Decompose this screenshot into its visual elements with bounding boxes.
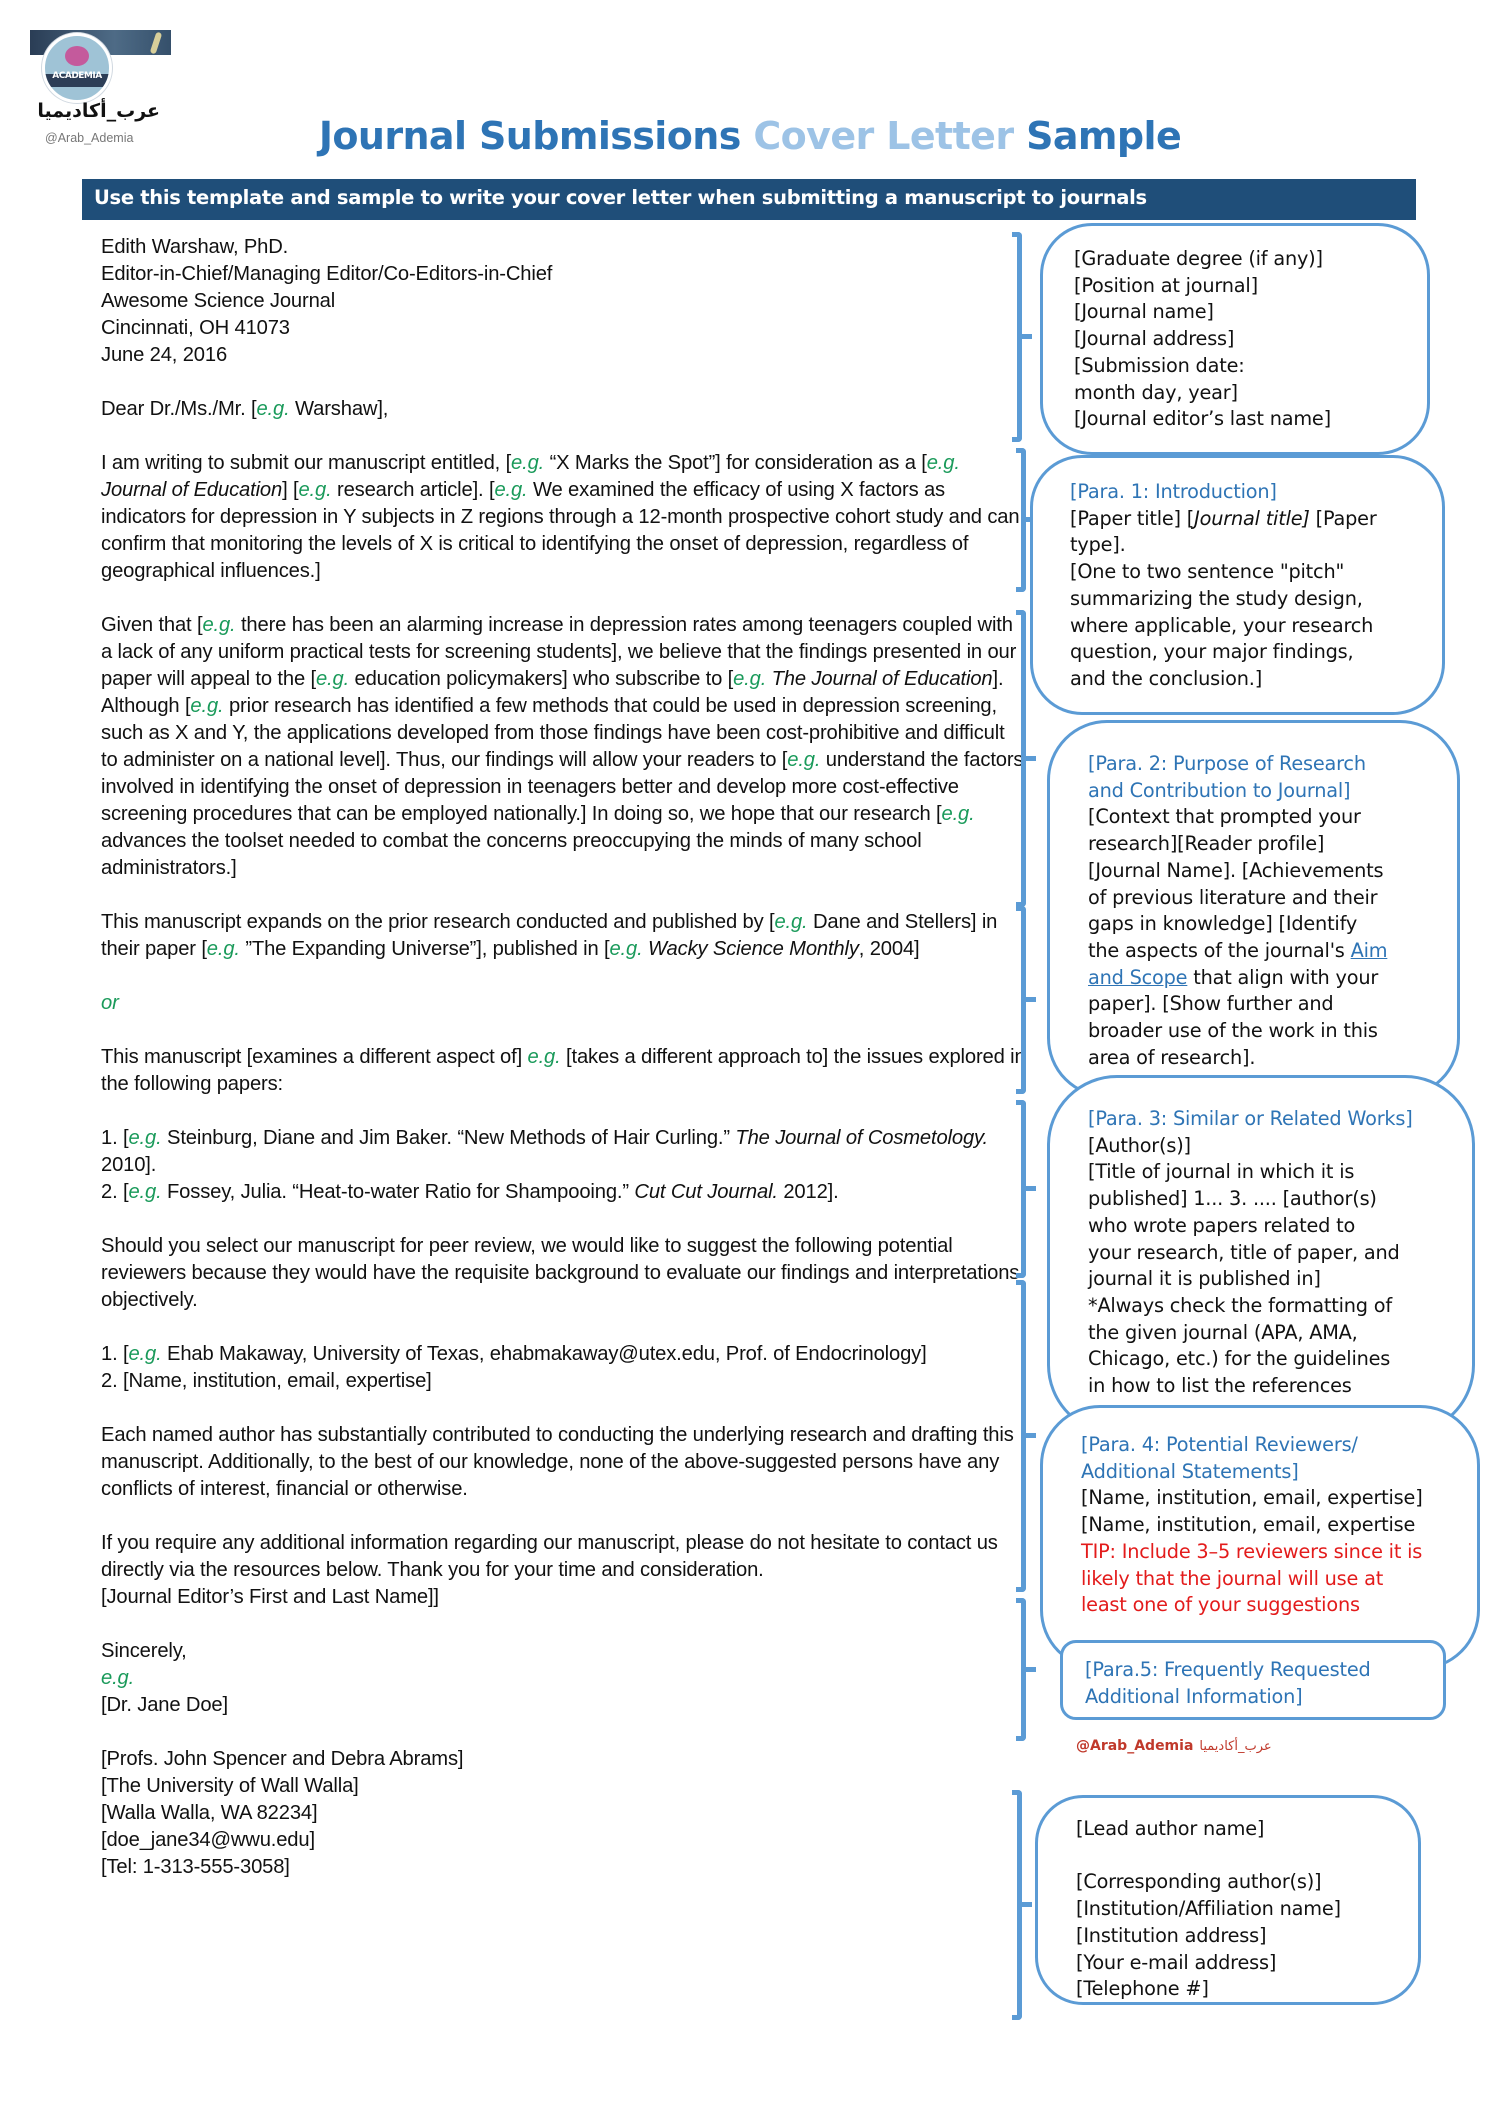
callout-line: [Submission date: — [1074, 353, 1245, 377]
salutation-name: Warshaw], — [289, 398, 389, 420]
reference-list — [101, 1125, 1026, 1206]
callout-para1 — [1030, 455, 1445, 715]
letter-body — [101, 234, 1026, 1908]
callout-line: [Graduate degree (if any)] — [1074, 247, 1323, 270]
callout-heading: [Para.5: Frequently Requested — [1085, 1658, 1371, 1681]
eg-marker: e.g. — [128, 1181, 162, 1203]
text: Journal title] — [1194, 506, 1310, 530]
bracket-para1 — [1016, 448, 1026, 592]
callout-line: paper]. [Show further and — [1088, 992, 1334, 1016]
callout-heading: [Para. 1: Introduction] — [1070, 480, 1277, 503]
callout-line: month day, year] — [1074, 380, 1238, 404]
callout-line: your research, title of paper, and — [1088, 1240, 1400, 1264]
eg-marker: e.g. — [787, 749, 821, 771]
signature-line: [Tel: 1-313-555-3058] — [101, 1856, 290, 1878]
callout-line: who wrote papers related to — [1088, 1213, 1356, 1237]
callout-line: [Position at journal] — [1074, 273, 1258, 297]
bracket-para2a — [1016, 610, 1026, 907]
text: Dane and Stellers] in their paper [ — [101, 911, 998, 960]
tip-line: least one of your suggestions — [1081, 1593, 1360, 1617]
callout-line: [One to two sentence "pitch" — [1070, 560, 1345, 584]
callout-header — [1040, 223, 1430, 455]
instruction-banner: Use this template and sample to write your cover letter when submitting a manuscript to journals — [82, 179, 1416, 220]
eg-marker: e.g. — [941, 803, 975, 825]
eg-marker: e.g. — [511, 452, 545, 474]
text: 1. [ — [101, 1127, 129, 1149]
reference-item — [101, 1179, 1026, 1206]
recipient-address — [101, 234, 1026, 369]
bracket-tick — [1026, 1186, 1036, 1191]
reviewer-item — [101, 1341, 1026, 1368]
eg-marker: e.g. — [128, 1343, 162, 1365]
text: understand the factors involved in identifying the onset of depression in teenagers better and develop more cost-effective screening procedures that can be employed nationally.] In doing so, we hope that our research [ — [101, 749, 1024, 825]
eg-marker: e.g. — [298, 479, 332, 501]
signature-line: [Walla Walla, WA 82234] — [101, 1802, 318, 1824]
callout-line: gaps in knowledge] [Identify — [1088, 912, 1358, 936]
callout-para3 — [1047, 1075, 1475, 1435]
callout-line: [Name, institution, email, expertise — [1081, 1513, 1416, 1537]
bracket-para3 — [1016, 1100, 1026, 1278]
callout-line: [Telephone #] — [1076, 1977, 1209, 2001]
brain-icon — [65, 46, 89, 66]
text: advances the toolset needed to combat the concerns preoccupying the minds of many school administrators.] — [101, 830, 922, 879]
eg-marker: e.g. — [206, 938, 240, 960]
text: I am writing to submit our manuscript entitled, [ — [101, 452, 512, 474]
text: This manuscript expands on the prior research conducted and published by [ — [101, 911, 775, 933]
callout-line: [Name, institution, email, expertise] — [1081, 1486, 1423, 1510]
page-title — [0, 114, 1500, 158]
paragraph-introduction — [101, 450, 1026, 585]
address-line: Cincinnati, OH 41073 — [101, 317, 290, 339]
callout-line: [Corresponding author(s)] — [1076, 1870, 1322, 1894]
callout-line: [Journal editor’s last name] — [1074, 407, 1331, 431]
callout-para4 — [1040, 1405, 1480, 1670]
callout-line: [Journal address] — [1074, 327, 1235, 351]
callout-line: question, your major findings, — [1070, 640, 1354, 664]
bracket-tick — [1026, 1433, 1036, 1438]
reviewer-list — [101, 1341, 1026, 1395]
feather-icon — [150, 32, 163, 55]
text: We examined the efficacy of using X factors as indicators for depression in Y subjects in Z regions through a 12-month prospective cohort study and can confirm that monitoring the levels of X is critical to identifying the onset of depression, regardless of geographical influences.] — [101, 479, 1020, 582]
journal-name: Cut Cut Journal. — [634, 1181, 778, 1203]
text: 1. [ — [101, 1343, 129, 1365]
callout-heading: [Para. 2: Purpose of Research — [1088, 752, 1366, 775]
text: Ehab Makaway, University of Texas, ehabmakaway@utex.edu, Prof. of Endocrinology] — [161, 1343, 927, 1365]
paragraph-related-work — [101, 909, 1026, 963]
bracket-para2b — [1016, 906, 1026, 1094]
tip-line: TIP: Include 3–5 reviewers since it is — [1081, 1539, 1423, 1563]
logo-handle: @Arab_Ademia — [45, 131, 134, 145]
logo-avatar — [42, 33, 112, 103]
eg-marker: e.g. — [202, 614, 236, 636]
eg-marker: e.g. — [733, 668, 767, 690]
paragraph-reviewers: Should you select our manuscript for peer review, we would like to suggest the following potential reviewers because they would have the requisite background to evaluate our findings and interpretations objectively. — [101, 1235, 1020, 1311]
journal-name: The Journal of Cosmetology. — [735, 1127, 988, 1149]
callout-line: [Context that prompted your — [1088, 805, 1361, 829]
callout-signature — [1035, 1795, 1421, 2005]
callout-line: area of research]. — [1088, 1045, 1256, 1069]
eg-marker: e.g. — [256, 398, 290, 420]
callout-line — [1088, 938, 1457, 965]
signer-name: [Dr. Jane Doe] — [101, 1694, 228, 1716]
callout-line: [Journal Name]. [Achievements — [1088, 858, 1384, 882]
callout-para2 — [1047, 720, 1460, 1098]
text: that align with your — [1187, 965, 1379, 989]
callout-line: type]. — [1070, 533, 1126, 557]
tip-line: likely that the journal will use at — [1081, 1566, 1384, 1590]
text: ]. Although [ — [101, 668, 1004, 717]
signature-block — [101, 1746, 1026, 1881]
watermark-handle: @Arab_Ademia — [1076, 1738, 1194, 1754]
callout-line: [Institution address] — [1076, 1923, 1267, 1947]
callout-line: research][Reader profile] — [1088, 832, 1325, 856]
journal-name: The Journal of Education — [771, 668, 993, 690]
reviewer-item: 2. [Name, institution, email, expertise] — [101, 1370, 432, 1392]
paragraph-declaration: Each named author has substantially contributed to conducting the underlying research and drafting this manuscript. Additionally, to the best of our knowledge, none of the above-suggested persons have any conflicts of interest, financial or otherwise. — [101, 1424, 1014, 1500]
bracket-tick — [1022, 1902, 1032, 1907]
bracket-tick — [1026, 997, 1036, 1002]
closing: Sincerely, — [101, 1640, 187, 1662]
paragraph-different-aspect — [101, 1044, 1026, 1098]
callout-line: [Journal name] — [1074, 300, 1214, 324]
bracket-signature — [1012, 1790, 1022, 2020]
address-line: Editor-in-Chief/Managing Editor/Co-Editors-in-Chief — [101, 263, 553, 285]
callout-line: of previous literature and their — [1088, 885, 1378, 909]
editor-name-placeholder: [Journal Editor’s First and Last Name]] — [101, 1586, 439, 1608]
title-part-2: Cover Letter — [753, 114, 1027, 158]
eg-marker: e.g. — [774, 911, 808, 933]
title-part-3: Sample — [1026, 114, 1182, 158]
callout-para5 — [1060, 1640, 1446, 1720]
text: the aspects of the journal's — [1088, 938, 1351, 962]
eg-marker: e.g. — [609, 938, 643, 960]
aim-and-scope-link[interactable]: Aim — [1350, 938, 1388, 962]
callout-line: Chicago, etc.) for the guidelines — [1088, 1347, 1391, 1371]
callout-line: journal it is published in] — [1088, 1267, 1321, 1291]
callout-line: [Title of journal in which it is — [1088, 1160, 1355, 1184]
text: 2. [ — [101, 1181, 129, 1203]
text: [Paper title] [ — [1070, 506, 1195, 530]
letter-date: June 24, 2016 — [101, 344, 228, 366]
aim-and-scope-link[interactable]: and Scope — [1088, 965, 1188, 989]
callout-line: [Your e-mail address] — [1076, 1950, 1277, 1974]
text: If you require any additional information regarding our manuscript, please do not hesitate to contact us directly via the resources below. Thank you for your time and consideration. — [101, 1532, 998, 1581]
watermark-arabic: عرب_أكاديميا — [1199, 1739, 1272, 1754]
paragraph-closing — [101, 1530, 1026, 1611]
callout-heading: [Para. 3: Similar or Related Works] — [1088, 1107, 1413, 1130]
eg-marker: e.g. — [128, 1127, 162, 1149]
eg-marker: e.g. — [190, 695, 224, 717]
text: research article]. [ — [331, 479, 495, 501]
eg-marker: e.g. — [101, 1667, 135, 1689]
bracket-header — [1012, 232, 1022, 442]
text: Given that [ — [101, 614, 203, 636]
eg-marker: e.g. — [315, 668, 350, 690]
text: education policymakers] who subscribe to [ — [349, 668, 734, 690]
bracket-para5 — [1016, 1598, 1026, 1741]
callout-line: summarizing the study design, — [1070, 586, 1363, 610]
text: 2012]. — [777, 1181, 839, 1203]
eg-marker: e.g. — [926, 452, 960, 474]
bracket-para4 — [1016, 1280, 1026, 1592]
callout-heading: [Para. 4: Potential Reviewers/ — [1081, 1433, 1358, 1456]
text: [takes a different approach to] the issues explored in the following papers: — [101, 1046, 1026, 1095]
or-separator: or — [101, 992, 119, 1014]
callout-heading: Additional Information] — [1085, 1684, 1303, 1708]
spacer — [1076, 1843, 1418, 1870]
logo-arabic-name: عرب_أكاديميا — [37, 100, 160, 122]
callout-line: [Institution/Affiliation name] — [1076, 1897, 1341, 1921]
callout-line: [Author(s)] — [1088, 1133, 1191, 1157]
text: ”The Expanding Universe”], published in [ — [239, 938, 610, 960]
signature-line: [The University of Wall Walla] — [101, 1775, 359, 1797]
text: This manuscript [examines a different aspect of] — [101, 1046, 528, 1068]
salutation-text: Dear Dr./Ms./Mr. [ — [101, 398, 257, 420]
text: Fossey, Julia. “Heat-to-water Ratio for Shampooing.” — [161, 1181, 635, 1203]
signature-line: [Profs. John Spencer and Debra Abrams] — [101, 1748, 464, 1770]
watermark — [1076, 1738, 1272, 1754]
eg-marker: e.g. — [494, 479, 528, 501]
eg-marker: e.g. — [527, 1046, 561, 1068]
text: ] [ — [282, 479, 299, 501]
callout-line — [1088, 965, 1457, 992]
callout-line: the given journal (APA, AMA, — [1088, 1320, 1358, 1344]
callout-line: published] 1... 3. .... [author(s) — [1088, 1187, 1377, 1211]
callout-line: *Always check the formatting of — [1088, 1293, 1392, 1317]
salutation — [101, 396, 1026, 423]
address-line: Awesome Science Journal — [101, 290, 336, 312]
callout-line: [Lead author name] — [1076, 1817, 1265, 1840]
paragraph-purpose — [101, 612, 1026, 882]
avatar-wordmark: ACADEMIA — [52, 71, 102, 81]
address-line: Edith Warshaw, PhD. — [101, 236, 289, 258]
text: “X Marks the Spot”] for consideration as a [ — [544, 452, 927, 474]
text: there has been an alarming increase in depression rates among teenagers coupled with a lack of any uniform practical tests for screening students], we believe that the findings presented in our paper will appeal to the [ — [101, 614, 1017, 690]
callout-heading: Additional Statements] — [1081, 1459, 1299, 1483]
callout-line: and the conclusion.] — [1070, 666, 1263, 690]
sign-off — [101, 1638, 1026, 1719]
bracket-tick — [1026, 756, 1036, 761]
text: , 2004] — [858, 938, 920, 960]
callout-line: in how to list the references — [1088, 1374, 1352, 1398]
bracket-tick — [1026, 1667, 1036, 1672]
journal-name: Wacky Science Monthly — [642, 938, 859, 960]
text: [Paper — [1309, 506, 1377, 530]
callout-line — [1070, 506, 1442, 533]
text: Steinburg, Diane and Jim Baker. “New Methods of Hair Curling.” — [161, 1127, 736, 1149]
callout-line: broader use of the work in this — [1088, 1019, 1378, 1043]
title-part-1: Journal Submissions — [318, 114, 754, 158]
signature-line: [doe_jane34@wwu.edu] — [101, 1829, 315, 1851]
callout-heading: and Contribution to Journal] — [1088, 778, 1351, 802]
reference-item — [101, 1125, 1026, 1179]
text: prior research has identified a few methods that could be used in depression screening, such as X and Y, the applications developed from those findings have been cost-prohibitive and difficult to administer on a national level]. Thus, our findings will allow your readers to [ — [101, 695, 1005, 771]
bracket-tick — [1022, 334, 1032, 339]
journal-name: Journal of Education — [101, 479, 283, 501]
callout-line: where applicable, your research — [1070, 613, 1374, 637]
text: 2010]. — [101, 1154, 157, 1176]
